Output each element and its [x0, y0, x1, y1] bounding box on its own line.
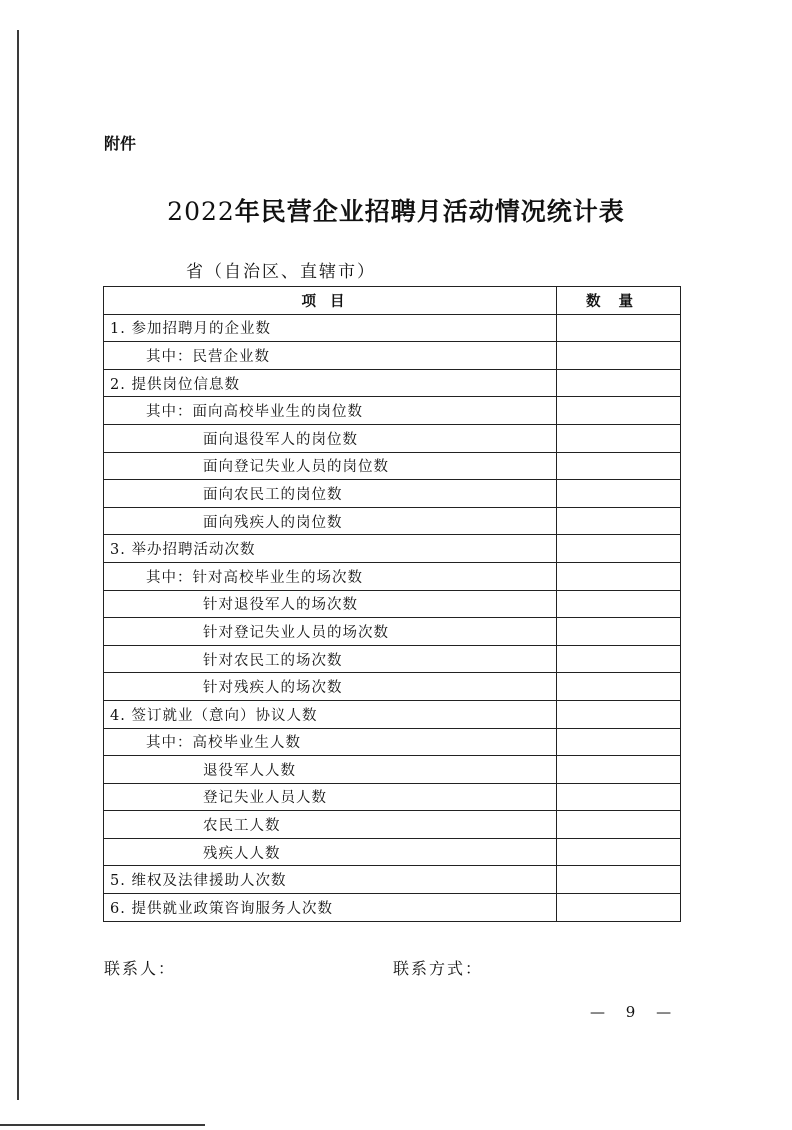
row-value[interactable]	[557, 397, 681, 425]
table-row	[104, 811, 681, 839]
page-number: — 9 —	[590, 1003, 680, 1021]
title-year: 2022	[167, 197, 235, 226]
row-value[interactable]	[557, 756, 681, 784]
row-value[interactable]	[557, 894, 681, 922]
table-row	[104, 866, 681, 894]
table-row	[104, 535, 681, 563]
table-row	[104, 700, 681, 728]
row-label: 面向登记失业人员的岗位数	[104, 452, 557, 480]
document-title	[0, 192, 792, 228]
row-value[interactable]	[557, 562, 681, 590]
row-label: 残疾人人数	[104, 838, 557, 866]
row-value[interactable]	[557, 314, 681, 342]
header-item: 项目	[104, 287, 557, 315]
row-label: 登记失业人员人数	[104, 783, 557, 811]
row-label: 其中：针对高校毕业生的场次数	[104, 562, 557, 590]
row-value[interactable]	[557, 480, 681, 508]
row-label: 3. 举办招聘活动次数	[104, 535, 557, 563]
table-row	[104, 480, 681, 508]
row-label: 其中：民营企业数	[104, 342, 557, 370]
row-label: 5. 维权及法律援助人次数	[104, 866, 557, 894]
table-row	[104, 618, 681, 646]
row-value[interactable]	[557, 838, 681, 866]
table-row	[104, 894, 681, 922]
scan-bottom-line	[0, 1124, 205, 1126]
table-row	[104, 728, 681, 756]
table-row	[104, 452, 681, 480]
table-row	[104, 838, 681, 866]
table-row	[104, 590, 681, 618]
row-value[interactable]	[557, 700, 681, 728]
table-row	[104, 645, 681, 673]
header-quantity: 数量	[557, 287, 681, 315]
row-label: 其中：面向高校毕业生的岗位数	[104, 397, 557, 425]
contact-person-label: 联系人：	[104, 959, 177, 978]
row-value[interactable]	[557, 507, 681, 535]
table-header-row	[104, 287, 681, 315]
row-label: 4. 签订就业（意向）协议人数	[104, 700, 557, 728]
statistics-table	[103, 286, 681, 922]
row-label: 其中：高校毕业生人数	[104, 728, 557, 756]
table-row	[104, 562, 681, 590]
table-row	[104, 397, 681, 425]
table-row	[104, 342, 681, 370]
row-value[interactable]	[557, 424, 681, 452]
scan-edge-line	[17, 30, 19, 1100]
table-row	[104, 507, 681, 535]
row-label: 针对退役军人的场次数	[104, 590, 557, 618]
title-text: 年民营企业招聘月活动情况统计表	[234, 197, 625, 226]
table-row	[104, 314, 681, 342]
row-value[interactable]	[557, 728, 681, 756]
table-row	[104, 673, 681, 701]
row-label: 针对残疾人的场次数	[104, 673, 557, 701]
row-label: 面向残疾人的岗位数	[104, 507, 557, 535]
row-label: 针对农民工的场次数	[104, 645, 557, 673]
table-row	[104, 756, 681, 784]
row-value[interactable]	[557, 618, 681, 646]
row-label: 1. 参加招聘月的企业数	[104, 314, 557, 342]
row-value[interactable]	[557, 645, 681, 673]
row-value[interactable]	[557, 783, 681, 811]
province-label: 省（自治区、直辖市）	[186, 262, 376, 282]
table-row	[104, 424, 681, 452]
row-label: 6. 提供就业政策咨询服务人次数	[104, 894, 557, 922]
table-row	[104, 783, 681, 811]
row-value[interactable]	[557, 673, 681, 701]
row-value[interactable]	[557, 866, 681, 894]
row-label: 2. 提供岗位信息数	[104, 369, 557, 397]
row-value[interactable]	[557, 535, 681, 563]
row-value[interactable]	[557, 811, 681, 839]
contact-method-label: 联系方式：	[393, 959, 484, 978]
table-row	[104, 369, 681, 397]
row-value[interactable]	[557, 452, 681, 480]
row-label: 面向退役军人的岗位数	[104, 424, 557, 452]
row-label: 退役军人人数	[104, 756, 557, 784]
attachment-label: 附件	[104, 134, 137, 153]
row-label: 农民工人数	[104, 811, 557, 839]
row-label: 针对登记失业人员的场次数	[104, 618, 557, 646]
row-value[interactable]	[557, 590, 681, 618]
row-value[interactable]	[557, 342, 681, 370]
table-body	[104, 287, 681, 922]
row-value[interactable]	[557, 369, 681, 397]
row-label: 面向农民工的岗位数	[104, 480, 557, 508]
